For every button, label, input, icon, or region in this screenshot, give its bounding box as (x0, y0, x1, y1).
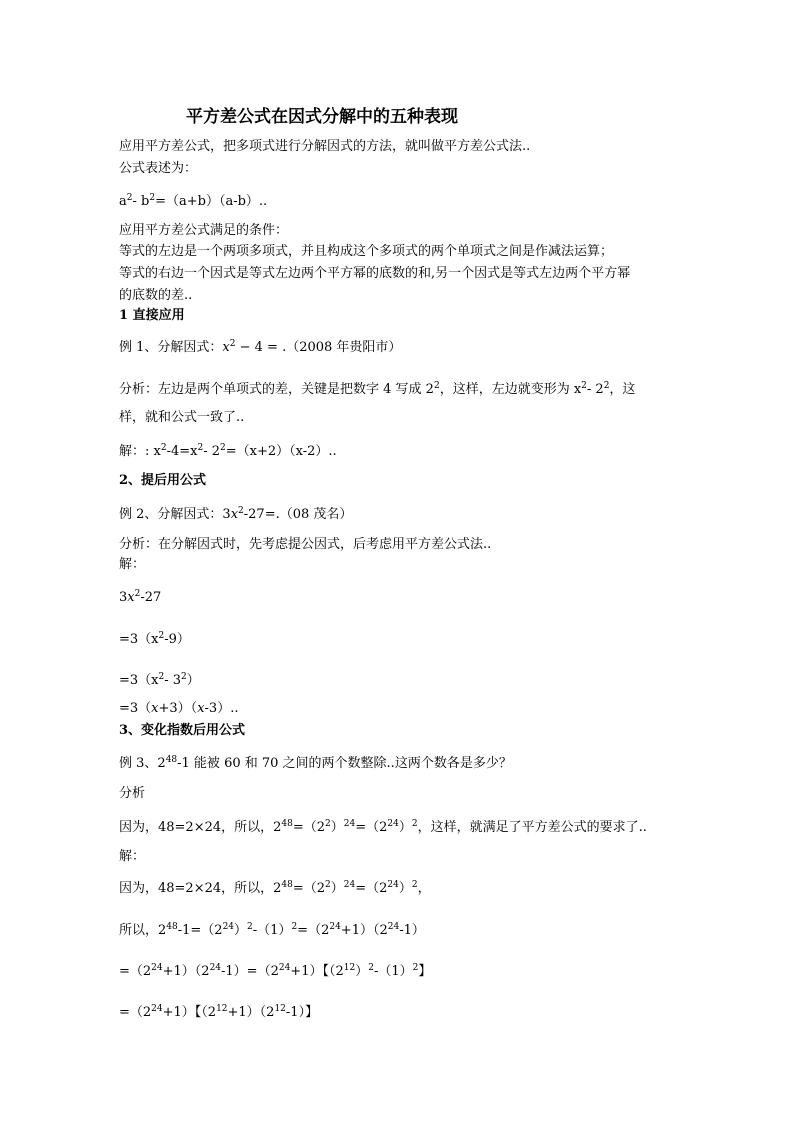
solution-2-step-1: $3x^2-27$ (119, 589, 162, 605)
solution-3-label: 解： (119, 849, 146, 864)
formula-line: $a^2-$ $b^2=(a+b)(a-b)$.. (119, 193, 268, 209)
condition-2a: 等式的右边一个因式是等式左边两个平方幂的底数的和,另一个因式是等式左边两个平方幂 (119, 266, 631, 281)
solution-3-so: 所以，$2^{48}-1=(2^{24})^2-(1)^2=(2^{24}+1)(2^{24}-1)$ (119, 922, 425, 938)
intro-line-2: 公式表述为： (119, 161, 198, 176)
conditions-heading: 应用平方差公式满足的条件： (119, 223, 289, 238)
section-3-heading: 3、变化指数后用公式 (119, 723, 246, 738)
solution-3-because: 因为，48=2×24，所以，$2^{48}=(2^2)^{24}=(2^{24})^2$， (119, 880, 431, 896)
solution-3-equation-2: $=(2^{24}+1)$【$(2^{12}+1)(2^{12}-1)$】 (119, 1004, 319, 1020)
solution-2-step-3: $=3(x^2-$ $3^2$） (119, 672, 200, 688)
example-3: 例 3、$2^{48}-1$ 能被 60 和 70 之间的两个数整除..这两个数各是多少？ (119, 755, 512, 771)
section-1-heading: 1 直接应用 (119, 308, 185, 323)
condition-2b: 的底数的差.. (119, 288, 193, 303)
analysis-1-line-2: 样，就和公式一致了.. (119, 410, 245, 425)
analysis-2: 分析：在分解因式时，先考虑提公因式，后考虑用平方差公式法.. (119, 537, 492, 552)
solution-2-label: 解： (119, 557, 146, 572)
solution-3-equation-1: $=(2^{24}+1)(2^{24}-1)=(2^{24}+1)$【$(2^{12})^2-(1)^2$】 (119, 963, 432, 979)
example-1: 例 1、分解因式：$x^2 - 4 = .(2008$ 年贵阳市） (119, 339, 402, 355)
analysis-3-because: 因为，48=2×24，所以，$2^{48}=(2^2)^{24}=(2^{24})^2$，这样，就满足了平方差公式的要求了.. (119, 819, 647, 835)
section-2-heading: 2、提后用公式 (119, 473, 207, 488)
condition-1: 等式的左边是一个两项多项式，并且构成这个多项式的两个单项式之间是作减法运算； (119, 244, 614, 259)
solution-1: 解：: $x^2-4=x^2-$ $2^2=(x+2)(x-2)$.. (119, 443, 337, 459)
analysis-1-line-1: 分析：左边是两个单项式的差，关键是把数字 4 写成 $2^2$，这样，左边就变形为 $x^2-$ $2^2$，这 (119, 381, 636, 397)
intro-line-1: 应用平方差公式，把多项式进行分解因式的方法，就叫做平方差公式法.. (119, 139, 531, 154)
analysis-3-label: 分析 (119, 786, 146, 801)
example-2: 例 2、分解因式：$3x^2-27=.(08$ 茂名） (119, 506, 353, 522)
document-title: 平方差公式在因式分解中的五种表现 (186, 107, 458, 127)
solution-2-step-2: $=3(x^2-9)$ (119, 631, 190, 647)
solution-2-step-4: =3（x+3）（x-3）.. (119, 701, 239, 716)
